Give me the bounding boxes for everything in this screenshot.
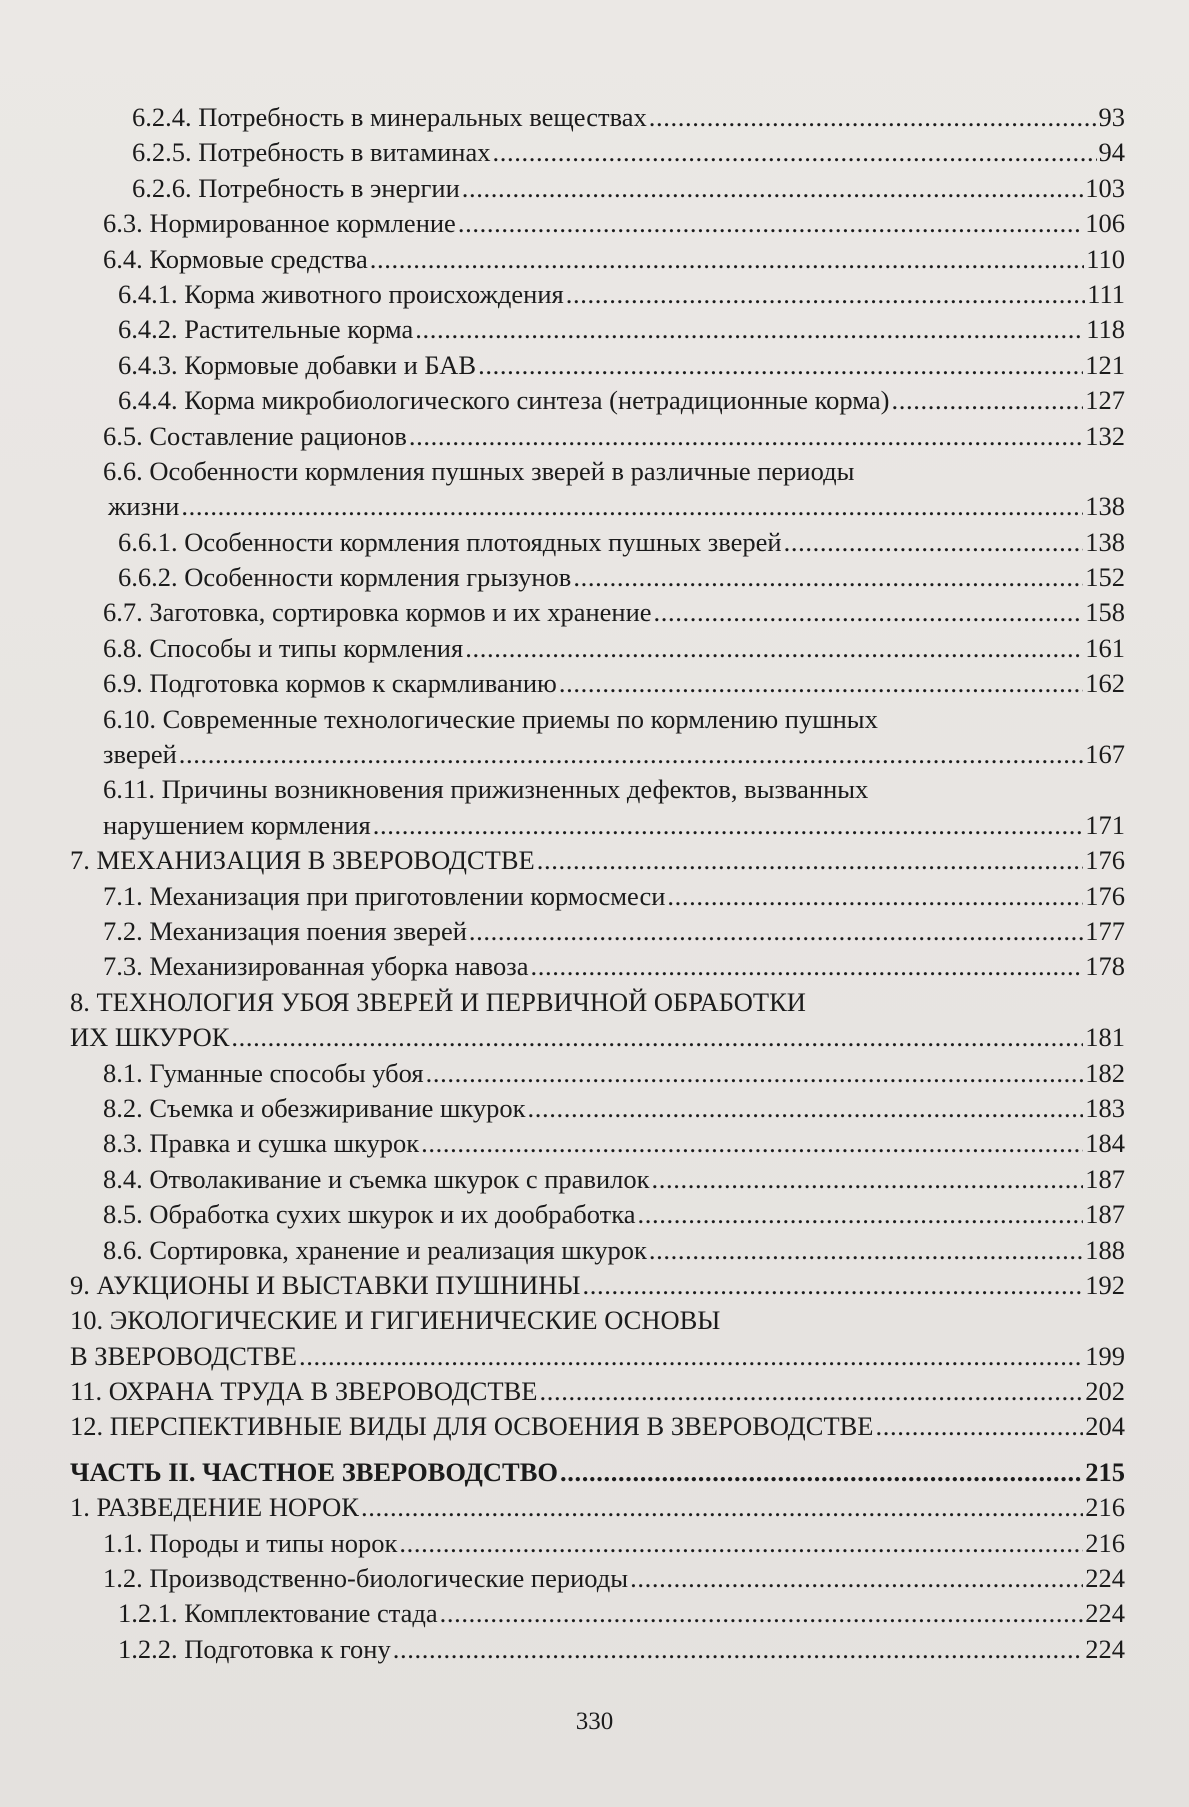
dot-leader	[583, 1268, 1084, 1303]
dot-leader	[560, 1455, 1083, 1490]
toc-entry-page: 138	[1085, 526, 1125, 557]
dot-leader	[393, 1632, 1084, 1667]
dot-leader	[465, 631, 1083, 666]
dot-leader	[462, 171, 1083, 206]
toc-entry	[70, 100, 1125, 135]
toc-entry-title: 6.4. Кормовые средства	[103, 243, 368, 274]
toc-entry	[70, 1490, 1125, 1525]
toc-entry-page: 192	[1085, 1269, 1125, 1300]
toc-entry	[70, 135, 1125, 170]
toc-entry-page: 111	[1087, 278, 1125, 309]
toc-entry-page: 176	[1085, 880, 1125, 911]
toc-entry	[70, 171, 1125, 206]
toc-entry	[70, 1303, 1125, 1338]
page-number: 330	[575, 1708, 614, 1735]
toc-entry	[70, 277, 1125, 312]
toc-entry-title: 1.2.1. Комплектование стада	[118, 1598, 438, 1629]
dot-leader	[421, 1126, 1083, 1161]
toc-entry-title: 6.6. Особенности кормления пушных зверей в различные периоды	[103, 455, 855, 486]
toc-entry	[70, 1056, 1125, 1091]
toc-entry	[70, 1409, 1125, 1444]
toc-entry	[70, 242, 1125, 277]
toc-entry-title: 12. ПЕРСПЕКТИВНЫЕ ВИДЫ ДЛЯ ОСВОЕНИЯ В ЗВЕРОВОДСТВЕ	[70, 1411, 874, 1442]
toc-entry	[70, 1374, 1125, 1409]
toc-entry	[70, 1197, 1125, 1232]
toc-entry-title: 8.4. Отволакивание и съемка шкурок с правилок	[103, 1163, 650, 1194]
dot-leader	[537, 843, 1084, 878]
dot-leader	[654, 595, 1084, 630]
toc-entry-title: 6.10. Современные технологические приемы по кормлению пушных	[103, 703, 878, 734]
toc-entry	[70, 914, 1125, 949]
toc-entry-page: 188	[1085, 1234, 1125, 1265]
toc-entry-title: 10. ЭКОЛОГИЧЕСКИЕ И ГИГИЕНИЧЕСКИЕ ОСНОВЫ	[70, 1305, 721, 1336]
dot-leader	[638, 1197, 1084, 1232]
toc-entry	[70, 1126, 1125, 1161]
toc-entry-title: 1. РАЗВЕДЕНИЕ НОРОК	[70, 1492, 359, 1523]
toc-entry-title: 7.2. Механизация поения зверей	[103, 915, 467, 946]
toc-entry-title: 6.9. Подготовка кормов к скармливанию	[103, 668, 557, 699]
toc-entry-page: 118	[1086, 314, 1125, 345]
toc-entry-title: 6.5. Составление рационов	[103, 420, 407, 451]
toc-entry-title: 6.6.2. Особенности кормления грызунов	[118, 562, 572, 593]
dot-leader	[426, 1056, 1084, 1091]
toc-entry-page: 121	[1085, 349, 1125, 380]
toc-entry	[70, 1526, 1125, 1561]
toc-entry-title: 7.3. Механизированная уборка навоза	[103, 951, 529, 982]
toc-entry	[70, 631, 1125, 666]
toc-entry-page: 138	[1085, 491, 1125, 522]
toc-entry	[70, 737, 1125, 772]
toc-entry-page: 182	[1085, 1057, 1125, 1088]
toc-entry-page: 162	[1085, 668, 1125, 699]
dot-leader	[370, 242, 1084, 277]
toc-entry-title: 6.2.4. Потребность в минеральных веществах	[132, 102, 647, 132]
toc-entry-page: 184	[1085, 1128, 1125, 1159]
dot-leader	[478, 348, 1083, 383]
toc-entry-page: 216	[1085, 1492, 1125, 1523]
toc-entry-page: 187	[1085, 1163, 1125, 1194]
toc-entry-title: 6.8. Способы и типы кормления	[103, 632, 464, 663]
toc-entry	[70, 1162, 1125, 1197]
dot-leader	[399, 1526, 1083, 1561]
toc-entry	[70, 1632, 1125, 1667]
toc-entry-title: 6.3. Нормированное кормление	[103, 208, 456, 239]
toc-entry	[70, 206, 1125, 241]
dot-leader	[179, 737, 1083, 772]
toc-entry	[70, 985, 1125, 1020]
toc-entry-title: 9. АУКЦИОНЫ И ВЫСТАВКИ ПУШНИНЫ	[70, 1269, 581, 1300]
table-of-contents	[70, 100, 1125, 1667]
dot-leader	[566, 277, 1085, 312]
toc-entry	[70, 702, 1125, 737]
toc-entry-title: 1.1. Породы и типы норок	[103, 1527, 398, 1558]
dot-leader	[652, 1162, 1084, 1197]
toc-entry	[70, 1339, 1125, 1374]
toc-entry-title: 6.4.4. Корма микробиологического синтеза (нетрадиционные корма)	[118, 385, 890, 416]
toc-entry-page: 187	[1085, 1199, 1125, 1230]
toc-entry-title: 7.1. Механизация при приготовлении кормосмеси	[103, 880, 666, 911]
dot-leader	[231, 1020, 1083, 1055]
dot-leader	[373, 808, 1084, 843]
dot-leader	[181, 489, 1083, 524]
dot-leader	[539, 1374, 1083, 1409]
toc-entry-title: 8. ТЕХНОЛОГИЯ УБОЯ ЗВЕРЕЙ И ПЕРВИЧНОЙ ОБРАБОТКИ	[70, 986, 806, 1017]
toc-entry	[70, 1233, 1125, 1268]
dot-leader	[469, 914, 1083, 949]
dot-leader	[891, 383, 1083, 418]
dot-leader	[573, 560, 1083, 595]
toc-entry-title: 1.2.2. Подготовка к гону	[118, 1633, 391, 1664]
toc-entry-page: 183	[1085, 1092, 1125, 1123]
toc-entry	[70, 1596, 1125, 1631]
toc-entry-page: 161	[1085, 632, 1125, 663]
toc-entry-page: 106	[1085, 208, 1125, 239]
toc-entry	[70, 419, 1125, 454]
toc-entry-title: В ЗВЕРОВОДСТВЕ	[70, 1340, 297, 1371]
toc-entry-title: 6.4.2. Растительные корма	[118, 314, 414, 345]
toc-entry-title: ЧАСТЬ II. ЧАСТНОЕ ЗВЕРОВОДСТВО	[70, 1456, 558, 1487]
toc-entry-page: 110	[1086, 243, 1125, 274]
toc-entry	[70, 525, 1125, 560]
toc-entry-title: 6.4.3. Кормовые добавки и БАВ	[118, 349, 477, 380]
toc-entry-page: 132	[1085, 420, 1125, 451]
toc-entry-title: 1.2. Производственно-биологические периоды	[103, 1563, 629, 1594]
toc-entry-page: 93	[1098, 102, 1125, 132]
dot-leader	[649, 1233, 1083, 1268]
dot-leader	[531, 949, 1084, 984]
toc-entry	[70, 560, 1125, 595]
toc-entry-page: 224	[1085, 1563, 1125, 1594]
toc-entry-page: 94	[1098, 137, 1125, 168]
toc-entry-page: 224	[1085, 1598, 1125, 1629]
toc-entry	[70, 666, 1125, 701]
dot-leader	[667, 879, 1083, 914]
toc-entry-page: 171	[1085, 809, 1125, 840]
toc-entry	[70, 1091, 1125, 1126]
toc-entry-page: 224	[1085, 1633, 1125, 1664]
toc-entry-page: 177	[1085, 915, 1125, 946]
toc-entry-page: 181	[1085, 1022, 1125, 1053]
toc-entry-title: 11. ОХРАНА ТРУДА В ЗВЕРОВОДСТВЕ	[70, 1376, 538, 1407]
dot-leader	[528, 1091, 1084, 1126]
toc-entry-page: 158	[1085, 597, 1125, 628]
toc-entry-page: 178	[1085, 951, 1125, 982]
toc-entry-title: 6.6.1. Особенности кормления плотоядных пушных зверей	[118, 526, 782, 557]
toc-entry-title: 8.3. Правка и сушка шкурок	[103, 1128, 420, 1159]
toc-entry-title: 7. МЕХАНИЗАЦИЯ В ЗВЕРОВОДСТВЕ	[70, 845, 535, 876]
toc-entry-page: 176	[1085, 845, 1125, 876]
toc-entry-page: 215	[1085, 1456, 1125, 1487]
toc-entry-title: 6.7. Заготовка, сортировка кормов и их хранение	[103, 597, 652, 628]
toc-entry-page: 199	[1085, 1340, 1125, 1371]
toc-entry	[70, 348, 1125, 383]
toc-entry	[70, 1020, 1125, 1055]
toc-entry-page: 216	[1085, 1527, 1125, 1558]
toc-entry	[70, 879, 1125, 914]
toc-entry-title: 8.6. Сортировка, хранение и реализация шкурок	[103, 1234, 647, 1265]
toc-entry	[70, 454, 1125, 489]
dot-leader	[458, 206, 1083, 241]
dot-leader	[876, 1409, 1084, 1444]
dot-leader	[630, 1561, 1083, 1596]
toc-entry-title: 8.2. Съемка и обезжиривание шкурок	[103, 1092, 526, 1123]
toc-entry	[70, 489, 1125, 524]
toc-entry-title: 6.2.5. Потребность в витаминах	[132, 137, 491, 168]
dot-leader	[415, 312, 1084, 347]
toc-entry	[70, 595, 1125, 630]
toc-entry	[70, 843, 1125, 878]
toc-entry-page: 152	[1085, 562, 1125, 593]
toc-entry	[70, 1561, 1125, 1596]
dot-leader	[440, 1596, 1084, 1631]
toc-entry	[70, 808, 1125, 843]
toc-entry-title: 8.5. Обработка сухих шкурок и их дообработка	[103, 1199, 636, 1230]
toc-entry-title: жизни	[108, 491, 180, 522]
toc-entry-title: 6.2.6. Потребность в энергии	[132, 172, 460, 203]
dot-leader	[492, 135, 1096, 170]
toc-entry	[70, 1455, 1125, 1490]
toc-entry-title: 6.4.1. Корма животного происхождения	[118, 278, 564, 309]
dot-leader	[361, 1490, 1083, 1525]
toc-entry-page: 127	[1085, 385, 1125, 416]
toc-entry-title: нарушением кормления	[103, 809, 371, 840]
dot-leader	[649, 100, 1097, 135]
toc-entry-title: ИХ ШКУРОК	[70, 1022, 230, 1053]
toc-entry-title: 6.11. Причины возникновения прижизненных дефектов, вызванных	[103, 774, 869, 805]
dot-leader	[559, 666, 1083, 701]
toc-entry	[70, 383, 1125, 418]
toc-entry	[70, 772, 1125, 807]
toc-entry-page: 204	[1085, 1411, 1125, 1442]
toc-entry-title: 8.1. Гуманные способы убоя	[103, 1057, 424, 1088]
toc-entry	[70, 312, 1125, 347]
dot-leader	[409, 419, 1083, 454]
toc-entry-page: 103	[1085, 172, 1125, 203]
toc-entry-page: 167	[1085, 739, 1125, 770]
toc-entry	[70, 1268, 1125, 1303]
toc-entry-page: 202	[1085, 1376, 1125, 1407]
toc-entry-title: зверей	[103, 739, 177, 770]
dot-leader	[784, 525, 1084, 560]
dot-leader	[299, 1339, 1083, 1374]
toc-entry	[70, 949, 1125, 984]
